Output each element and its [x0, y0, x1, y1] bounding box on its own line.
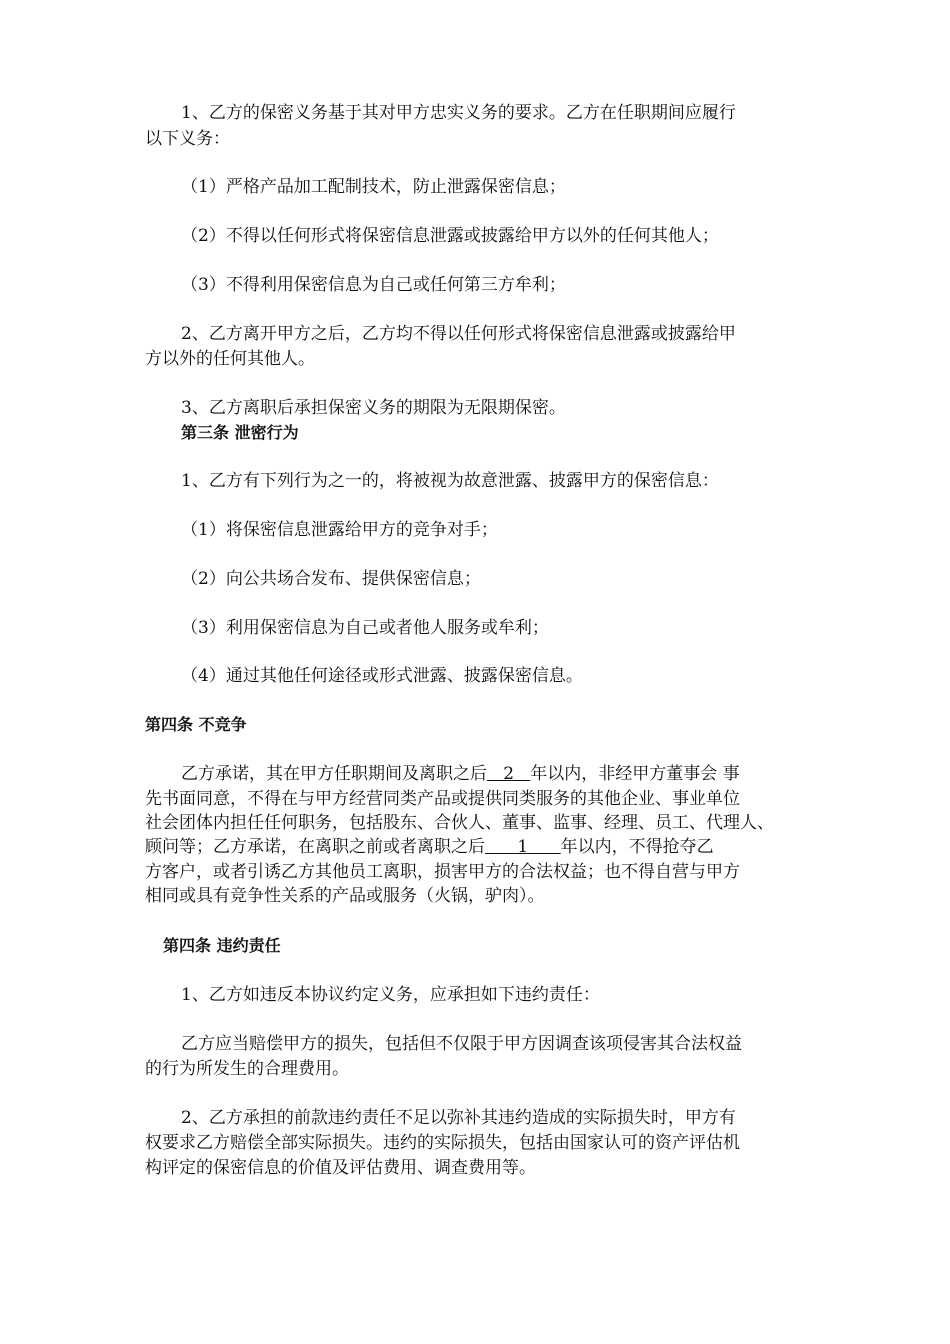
sec2-sub2: （2）不得以任何形式将保密信息泄露或披露给甲方以外的任何其他人； [181, 226, 719, 246]
sec3-sub1: （1）将保密信息泄露给甲方的竞争对手； [181, 520, 498, 540]
sec5-heading: 第四条 违约责任 [163, 936, 281, 955]
years-blank-2: 2 [487, 764, 531, 784]
sec3-sub3: （3）利用保密信息为自己或者他人服务或牟利； [181, 618, 549, 638]
sec3-sub2: （2）向公共场合发布、提供保密信息； [181, 569, 481, 589]
sec5-item1: 1、乙方如违反本协议约定义务，应承担如下违约责任： [181, 985, 600, 1005]
sec2-item2-line2: 方以外的任何其他人。 [145, 349, 315, 369]
sec5-item2-line3: 构评定的保密信息的价值及评估费用、调查费用等。 [145, 1158, 536, 1178]
sec4-para-line1-post: 年以内，非经甲方董事会 事 [530, 764, 740, 784]
sec4-para-line1-pre: 乙方承诺，其在甲方任职期间及离职之后 [181, 764, 487, 784]
sec4-heading: 第四条 不竞争 [145, 715, 247, 734]
sec2-item3: 3、乙方离职后承担保密义务的期限为无限期保密。 [181, 398, 566, 418]
sec2-sub1: （1）严格产品加工配制技术，防止泄露保密信息； [181, 177, 566, 197]
sec5-para-line1: 乙方应当赔偿甲方的损失，包括但不仅限于甲方因调查该项侵害其合法权益 [181, 1034, 742, 1054]
sec2-item1-line1: 1、乙方的保密义务基于其对甲方忠实义务的要求。乙方在任职期间应履行 [181, 103, 736, 123]
sec4-para-line1 [181, 762, 740, 786]
sec4-para-line4 [145, 835, 714, 859]
sec5-item2-line1: 2、乙方承担的前款违约责任不足以弥补其违约造成的实际损失时，甲方有 [181, 1108, 736, 1128]
sec3-heading: 第三条 泄密行为 [181, 423, 299, 442]
sec5-item2-line2: 权要求乙方赔偿全部实际损失。违约的实际损失，包括由国家认可的资产评估机 [145, 1133, 740, 1153]
sec4-para-line5: 方客户，或者引诱乙方其他员工离职，损害甲方的合法权益；也不得自营与甲方 [145, 862, 740, 882]
sec4-para-line3: 社会团体内担任任何职务，包括股东、合伙人、董事、监事、经理、员工、代理人、 [145, 813, 774, 833]
sec4-para-line6: 相同或具有竞争性关系的产品或服务（火锅，驴肉）。 [145, 886, 545, 906]
sec4-para-line2: 先书面同意，不得在与甲方经营同类产品或提供同类服务的其他企业、事业单位 [145, 789, 740, 809]
sec4-para-line4-post: 年以内，不得抢夺乙 [560, 837, 714, 857]
sec2-item2-line1: 2、乙方离开甲方之后，乙方均不得以任何形式将保密信息泄露或披露给甲 [181, 324, 736, 344]
sec5-para-line2: 的行为所发生的合理费用。 [145, 1059, 349, 1079]
sec2-item1-line2: 以下义务： [145, 129, 230, 149]
sec2-sub3: （3）不得利用保密信息为自己或任何第三方牟利； [181, 275, 566, 295]
sec4-para-line4-pre: 顾问等；乙方承诺，在离职之前或者离职之后 [145, 837, 485, 857]
sec3-sub4: （4）通过其他任何途径或形式泄露、披露保密信息。 [181, 666, 583, 686]
years-blank-1: 1 [485, 837, 561, 857]
sec3-item1: 1、乙方有下列行为之一的，将被视为故意泄露、披露甲方的保密信息： [181, 471, 719, 491]
